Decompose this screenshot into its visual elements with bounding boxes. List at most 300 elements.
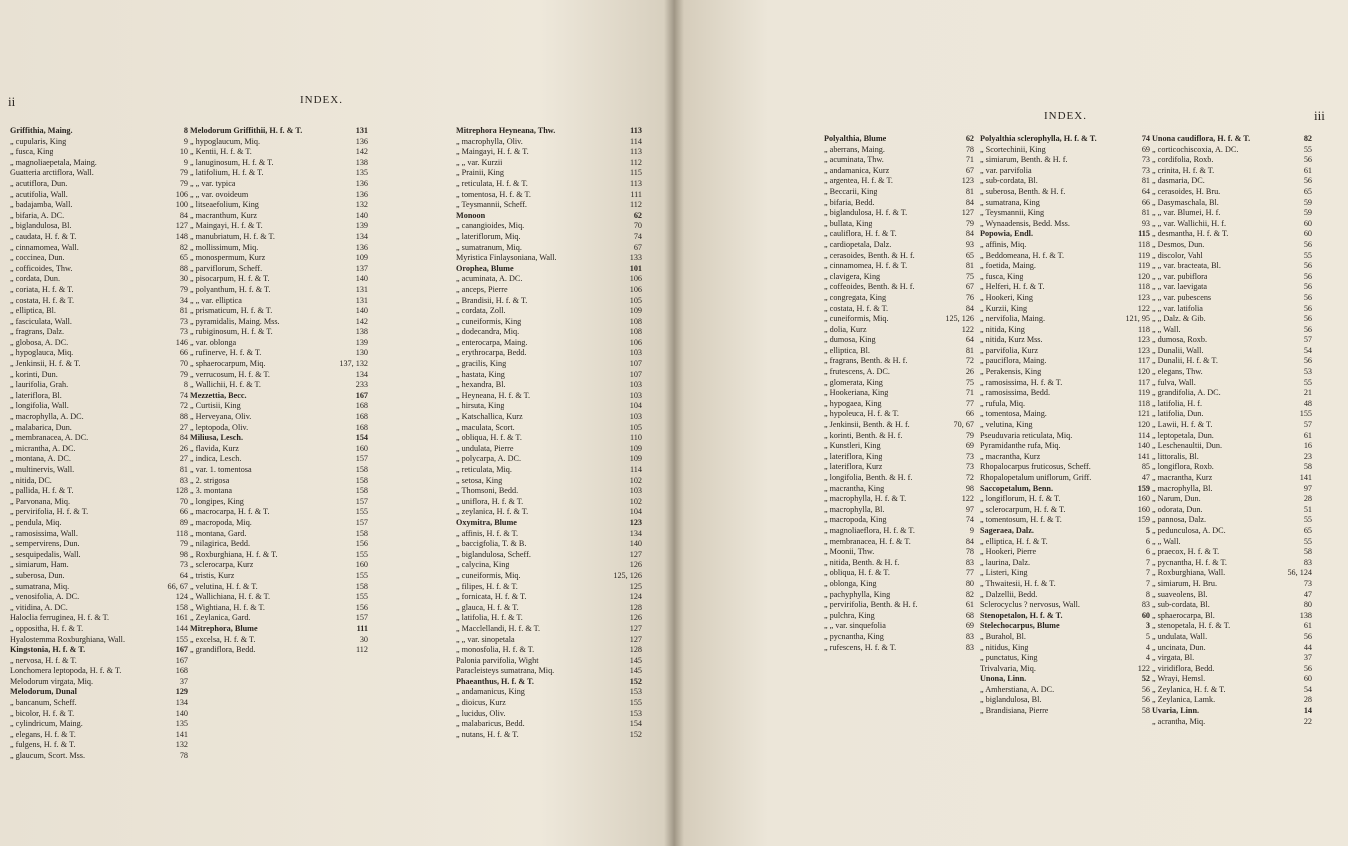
index-entry (456, 507, 642, 518)
index-entry (10, 571, 188, 582)
index-entry (190, 380, 368, 391)
index-entry (10, 730, 188, 741)
entry-page-number: 112 (630, 200, 642, 210)
entry-page-number: 134 (355, 231, 368, 241)
index-entry (1152, 653, 1312, 664)
entry-name: „ elegans, H. f. & T. (10, 729, 76, 739)
index-entry (1152, 706, 1312, 717)
entry-page-number: 109 (629, 454, 642, 464)
entry-page-number: 138 (355, 157, 368, 167)
entry-name: „ Burahol, Bl. (980, 631, 1026, 641)
index-entry (10, 168, 188, 179)
index-entry (190, 158, 368, 169)
entry-name: „ fulgens, H. f. & T. (10, 740, 76, 750)
entry-name: „ undulata, Pierre (456, 443, 514, 453)
entry-page-number: 137 (355, 263, 368, 273)
index-entry (456, 560, 642, 571)
index-entry (456, 158, 642, 169)
entry-page-number: 44 (1303, 642, 1312, 652)
entry-page-number: 61 (965, 600, 974, 610)
entry-name: „ velutina, H. f. & T. (190, 581, 258, 591)
entry-page-number: 127 (961, 208, 974, 218)
index-entry (190, 370, 368, 381)
entry-page-number: 104 (629, 401, 642, 411)
entry-name: „ parviflorum, Scheff. (190, 263, 263, 273)
entry-page-number: 66 (179, 348, 188, 358)
entry-page-number: 81 (965, 186, 974, 196)
index-entry (10, 687, 188, 698)
entry-page-number: 233 (355, 380, 368, 390)
entry-name: Polyalthia, Blume (824, 134, 887, 143)
entry-page-number: 154 (355, 433, 368, 443)
index-entry (10, 412, 188, 423)
entry-page-number: 168 (175, 666, 188, 676)
entry-name: „ dolia, Kurz (824, 324, 867, 334)
entry-page-number: 26 (965, 367, 974, 377)
entry-page-number: 93 (1141, 218, 1150, 228)
entry-page-number: 130 (355, 348, 368, 358)
entry-name: „ sub-cordata, Bl. (1152, 600, 1210, 610)
entry-page-number: 128 (629, 602, 642, 612)
entry-name: „ cuneiformis, King (456, 316, 522, 326)
index-entry (824, 187, 974, 198)
entry-name: „ bancanum, Scheff. (10, 698, 77, 708)
index-entry (456, 603, 642, 614)
entry-page-number: 105 (629, 422, 642, 432)
entry-name: „ cuneiformis, Miq. (824, 314, 889, 324)
index-entry (190, 200, 368, 211)
index-entry (980, 409, 1150, 420)
index-entry (456, 179, 642, 190)
entry-name: „ „ var. ovoideum (190, 189, 249, 199)
entry-page-number: 79 (965, 218, 974, 228)
entry-name: „ „ Wall. (1152, 536, 1181, 546)
entry-page-number: 34 (179, 295, 188, 305)
entry-name: „ montana, Gard. (190, 528, 247, 538)
entry-name: „ Desmos, Dun. (1152, 239, 1205, 249)
entry-page-number: 157 (355, 613, 368, 623)
entry-name: „ lateriflorum, Miq. (456, 231, 521, 241)
index-entry (10, 317, 188, 328)
entry-page-number: 6 (1145, 536, 1150, 546)
entry-page-number: 134 (629, 528, 642, 538)
entry-name: „ nitida, King (980, 324, 1025, 334)
index-entry (190, 179, 368, 190)
entry-name: Monoon (456, 210, 486, 220)
entry-name: „ Wrayi, Hemsl. (1152, 674, 1206, 684)
entry-name: „ caudata, H. f. & T. (10, 231, 77, 241)
index-entry (980, 240, 1150, 251)
index-entry (190, 306, 368, 317)
entry-name: „ vitidina, A. DC. (10, 602, 68, 612)
entry-name: „ elliptica, Bl. (10, 306, 56, 316)
entry-name: „ macropoda, Miq. (190, 517, 252, 527)
entry-name: Melodorum Griffithii, H. f. & T. (190, 126, 303, 135)
entry-name: „ korinti, Benth. & H. f. (824, 430, 903, 440)
entry-name: „ var. oblonga (190, 337, 237, 347)
entry-page-number: 10 (179, 147, 188, 157)
entry-name: „ setosa, King (456, 475, 503, 485)
entry-page-number: 66, 67 (167, 581, 188, 591)
entry-name: „ malabaricus, Bedd. (456, 719, 525, 729)
index-entry (456, 592, 642, 603)
running-head-left: INDEX. (300, 94, 343, 106)
entry-page-number: 52 (1141, 674, 1150, 684)
index-column-3 (456, 126, 642, 740)
index-entry (190, 497, 368, 508)
index-entry (1152, 388, 1312, 399)
entry-name: „ laurifolia, Grah. (10, 380, 69, 390)
entry-name: „ Kentii, H. f. & T. (190, 147, 252, 157)
entry-page-number: 155 (175, 634, 188, 644)
index-entry (1152, 176, 1312, 187)
entry-page-number: 56 (1303, 282, 1312, 292)
entry-page-number: 82 (965, 589, 974, 599)
entry-name: „ Beddomeana, H. f. & T. (980, 250, 1065, 260)
entry-name: „ macrocarpa, H. f. & T. (190, 507, 270, 517)
index-entry (456, 476, 642, 487)
entry-page-number: 56 (1303, 303, 1312, 313)
index-entry (980, 611, 1150, 622)
entry-page-number: 160 (1137, 504, 1150, 514)
entry-name: Melodorum, Dunal (10, 687, 77, 697)
entry-name: Myristica Finlaysoniana, Wall. (456, 253, 557, 263)
entry-name: „ hypoglauca, Miq. (10, 348, 74, 358)
entry-name: „ cylindricum, Maing. (10, 719, 83, 729)
index-entry (456, 370, 642, 381)
entry-page-number: 64 (1141, 186, 1150, 196)
entry-page-number: 127 (629, 623, 642, 633)
entry-page-number: 54 (1303, 684, 1312, 694)
entry-name: „ obliqua, H. f. & T. (456, 433, 522, 443)
entry-page-number: 81 (1141, 176, 1150, 186)
entry-page-number: 102 (629, 496, 642, 506)
index-entry (190, 486, 368, 497)
index-entry (10, 740, 188, 751)
entry-page-number: 61 (1303, 621, 1312, 631)
entry-page-number: 117 (1138, 377, 1150, 387)
entry-name: „ Roxburghiana, Wall. (1152, 568, 1226, 578)
entry-name: „ pisocarpum, H. f. & T. (190, 274, 270, 284)
entry-page-number: 84 (965, 303, 974, 313)
index-entry (190, 592, 368, 603)
page-number-left: ii (8, 94, 16, 109)
index-entry (456, 709, 642, 720)
entry-page-number: 84 (965, 536, 974, 546)
index-entry (10, 592, 188, 603)
entry-page-number: 126 (629, 613, 642, 623)
entry-name: Polyalthia sclerophylla, H. f. & T. (980, 134, 1097, 143)
entry-name: „ praecox, H. f. & T. (1152, 547, 1220, 557)
entry-page-number: 106 (629, 337, 642, 347)
entry-page-number: 100 (175, 200, 188, 210)
entry-name: „ pyramidalis, Maing. Mss. (190, 316, 280, 326)
index-entry (190, 465, 368, 476)
entry-page-number: 125 (629, 581, 642, 591)
entry-page-number: 59 (1303, 197, 1312, 207)
entry-name: „ ramosissima, H. f. & T. (980, 377, 1063, 387)
entry-page-number: 69 (1141, 144, 1150, 154)
index-entry (190, 211, 368, 222)
index-entry (1152, 558, 1312, 569)
index-entry (980, 568, 1150, 579)
entry-name: „ grandiflora, Bedd. (190, 645, 256, 655)
entry-name: „ pervirifolia, H. f. & T. (10, 507, 89, 517)
entry-name: „ longifolia, Wall. (10, 401, 69, 411)
index-entry (190, 232, 368, 243)
entry-name: „ latifolia, H. f. (1152, 398, 1203, 408)
index-column-6 (1152, 134, 1312, 727)
entry-name: „ pycnantha, H. f. & T. (1152, 557, 1227, 567)
entry-page-number: 73 (1141, 155, 1150, 165)
entry-page-number: 72 (965, 356, 974, 366)
index-entry (10, 370, 188, 381)
entry-page-number: 65 (1303, 525, 1312, 535)
entry-name: „ „ var. sinquefolia (824, 621, 886, 631)
entry-page-number: 73 (1141, 165, 1150, 175)
entry-name: „ „ var. elliptica (190, 295, 242, 305)
index-entry (824, 388, 974, 399)
entry-name: „ ramosissima, Bedd. (980, 388, 1051, 398)
entry-page-number: 101 (629, 263, 642, 273)
entry-page-number: 115 (1138, 229, 1150, 239)
index-entry (1152, 452, 1312, 463)
entry-page-number: 56 (1141, 684, 1150, 694)
entry-page-number: 67 (633, 242, 642, 252)
entry-name: „ rufinerve, H. f. & T. (190, 348, 262, 358)
index-entry (456, 465, 642, 476)
index-entry (456, 571, 642, 582)
index-entry (980, 187, 1150, 198)
index-entry (456, 687, 642, 698)
entry-name: „ Leschenaultii, Dun. (1152, 441, 1223, 451)
entry-name: „ leptopetala, Dun. (1152, 430, 1214, 440)
entry-name: „ „ var. Kurzii (456, 157, 503, 167)
entry-page-number: 134 (175, 698, 188, 708)
entry-name: „ suaveolens, Bl. (1152, 589, 1208, 599)
entry-page-number: 160 (355, 443, 368, 453)
entry-name: „ latifolium, H. f. & T. (190, 168, 264, 178)
entry-page-number: 56 (1303, 261, 1312, 271)
entry-name: „ latifolia, Dun. (1152, 409, 1204, 419)
entry-page-number: 114 (1138, 430, 1150, 440)
entry-page-number: 122 (1137, 303, 1150, 313)
index-entry (456, 211, 642, 222)
index-entry (980, 134, 1150, 145)
entry-page-number: 51 (1303, 504, 1312, 514)
entry-name: „ sphaerocarpa, Bl. (1152, 610, 1215, 620)
entry-name: „ multinervis, Wall. (10, 465, 75, 474)
entry-name: „ Dunalii, H. f. & T. (1152, 356, 1218, 366)
index-entry (456, 444, 642, 455)
entry-page-number: 134 (355, 369, 368, 379)
index-entry (10, 380, 188, 391)
book-gutter (664, 0, 684, 846)
entry-name: „ argentea, H. f. & T. (824, 176, 893, 186)
entry-page-number: 83 (1141, 600, 1150, 610)
index-entry (980, 272, 1150, 283)
index-entry (10, 550, 188, 561)
entry-name: „ Wightiana, H. f. & T. (190, 602, 265, 612)
index-entry (190, 137, 368, 148)
entry-page-number: 56 (1303, 239, 1312, 249)
index-entry (190, 147, 368, 158)
entry-page-number: 9 (183, 136, 188, 146)
index-entry (456, 147, 642, 158)
index-entry (190, 550, 368, 561)
entry-name: „ Macclellandi, H. f. & T. (456, 623, 541, 633)
entry-page-number: 127 (175, 221, 188, 231)
entry-page-number: 142 (355, 316, 368, 326)
entry-page-number: 106 (629, 284, 642, 294)
entry-name: Sageraea, Dalz. (980, 525, 1034, 535)
entry-page-number: 89 (179, 517, 188, 527)
entry-page-number: 146 (175, 337, 188, 347)
entry-name: „ Curtisii, King (190, 401, 241, 411)
entry-name: „ latifolia, H. f. & T. (456, 613, 523, 623)
index-entry (10, 560, 188, 571)
entry-name: „ aberrans, Maing. (824, 144, 885, 154)
entry-name: „ nitida, Benth. & H. f. (824, 557, 900, 567)
entry-page-number: 122 (961, 494, 974, 504)
entry-name: „ calycina, King (456, 560, 510, 570)
entry-name: „ montana, A. DC. (10, 454, 71, 464)
index-entry (10, 465, 188, 476)
entry-name: „ Teysmannii, Scheff. (456, 200, 527, 210)
entry-name: „ frutescens, A. DC. (824, 367, 890, 377)
entry-name: „ Narum, Dun. (1152, 494, 1201, 504)
entry-page-number: 30 (359, 634, 368, 644)
entry-name: „ velutina, King (980, 420, 1033, 430)
index-entry (190, 433, 368, 444)
entry-page-number: 69 (965, 621, 974, 631)
index-entry (10, 348, 188, 359)
entry-name: „ nitida, Kurz Mss. (980, 335, 1043, 345)
entry-name: „ nutans, H. f. & T. (456, 729, 519, 739)
entry-page-number: 73 (179, 327, 188, 337)
index-entry (1152, 198, 1312, 209)
index-entry (10, 274, 188, 285)
index-entry (10, 126, 188, 137)
entry-page-number: 27 (179, 454, 188, 464)
entry-page-number: 115 (630, 168, 642, 178)
entry-name: „ fornicata, H. f. & T. (456, 592, 527, 602)
index-entry (1152, 515, 1312, 526)
entry-page-number: 70 (179, 359, 188, 369)
index-entry (190, 338, 368, 349)
entry-page-number: 88 (179, 412, 188, 422)
entry-page-number: 123 (1137, 292, 1150, 302)
entry-name: „ suberosa, Benth. & H. f. (980, 186, 1066, 196)
entry-name: „ viridiflora, Bedd. (1152, 663, 1215, 673)
index-entry (190, 412, 368, 423)
index-entry (456, 190, 642, 201)
entry-name: „ Dalzellii, Bedd. (980, 589, 1038, 599)
index-entry (1152, 611, 1312, 622)
entry-page-number: 74 (633, 231, 642, 241)
entry-page-number: 68 (965, 610, 974, 620)
entry-name: „ andamanicus, King (456, 687, 525, 697)
entry-page-number: 158 (355, 486, 368, 496)
index-entry (980, 304, 1150, 315)
entry-page-number: 124 (629, 592, 642, 602)
index-entry (824, 526, 974, 537)
entry-page-number: 55 (1303, 377, 1312, 387)
index-entry (980, 399, 1150, 410)
entry-name: „ nervosa, H. f. & T. (10, 655, 77, 665)
entry-name: „ macrophylla, Bl. (1152, 483, 1213, 493)
entry-page-number: 118 (1138, 324, 1150, 334)
entry-page-number: 107 (629, 359, 642, 369)
entry-page-number: 58 (1141, 706, 1150, 716)
index-entry (190, 391, 368, 402)
entry-page-number: 155 (355, 570, 368, 580)
index-entry (980, 367, 1150, 378)
entry-name: „ Brandisii, H. f. & T. (456, 295, 528, 305)
index-entry (190, 476, 368, 487)
entry-name: „ cerasoides, H. Bru. (1152, 186, 1221, 196)
entry-page-number: 21 (1303, 388, 1312, 398)
index-entry (10, 359, 188, 370)
index-entry (980, 325, 1150, 336)
entry-page-number: 83 (965, 642, 974, 652)
entry-page-number: 76 (965, 292, 974, 302)
index-entry (824, 431, 974, 442)
entry-page-number: 104 (629, 507, 642, 517)
entry-page-number: 84 (965, 197, 974, 207)
entry-name: „ nervifolia, Maing. (980, 314, 1046, 324)
entry-name: „ sumatrana, King (980, 197, 1040, 207)
entry-name: Unona caudiflora, H. f. & T. (1152, 134, 1251, 143)
entry-name: „ 3. montana (190, 486, 233, 496)
index-entry (1152, 643, 1312, 654)
index-entry (10, 243, 188, 254)
entry-name: „ pallida, H. f. & T. (10, 486, 74, 496)
entry-page-number: 157 (355, 496, 368, 506)
entry-name: „ rufula, Miq. (980, 398, 1026, 408)
entry-page-number: 136 (355, 242, 368, 252)
entry-name: „ pannosa, Dalz. (1152, 515, 1207, 525)
entry-name: „ globosa, A. DC. (10, 337, 69, 347)
index-entry (456, 656, 642, 667)
entry-name: „ macrophylla, A. DC. (10, 412, 84, 422)
entry-name: „ baccigfolia, T. & B. (456, 539, 527, 549)
entry-page-number: 60 (1303, 674, 1312, 684)
entry-page-number: 70, 67 (953, 420, 974, 430)
index-entry (10, 497, 188, 508)
entry-page-number: 123 (629, 517, 642, 527)
entry-name: „ litseaefolium, King (190, 200, 259, 210)
index-entry (980, 335, 1150, 346)
index-entry (980, 473, 1150, 484)
index-entry (10, 539, 188, 550)
index-entry (10, 666, 188, 677)
index-entry (190, 327, 368, 338)
index-entry (980, 526, 1150, 537)
index-entry (824, 643, 974, 654)
index-entry (1152, 568, 1312, 579)
index-entry (10, 656, 188, 667)
index-entry (10, 635, 188, 646)
entry-name: „ cupularis, King (10, 136, 67, 146)
index-entry (456, 285, 642, 296)
entry-page-number: 74 (965, 515, 974, 525)
index-entry (824, 420, 974, 431)
index-entry (824, 356, 974, 367)
entry-name: „ Kurzii, King (980, 303, 1028, 313)
entry-name: „ andamanica, Kurz (824, 165, 890, 175)
running-head-right: INDEX. (1044, 110, 1087, 122)
